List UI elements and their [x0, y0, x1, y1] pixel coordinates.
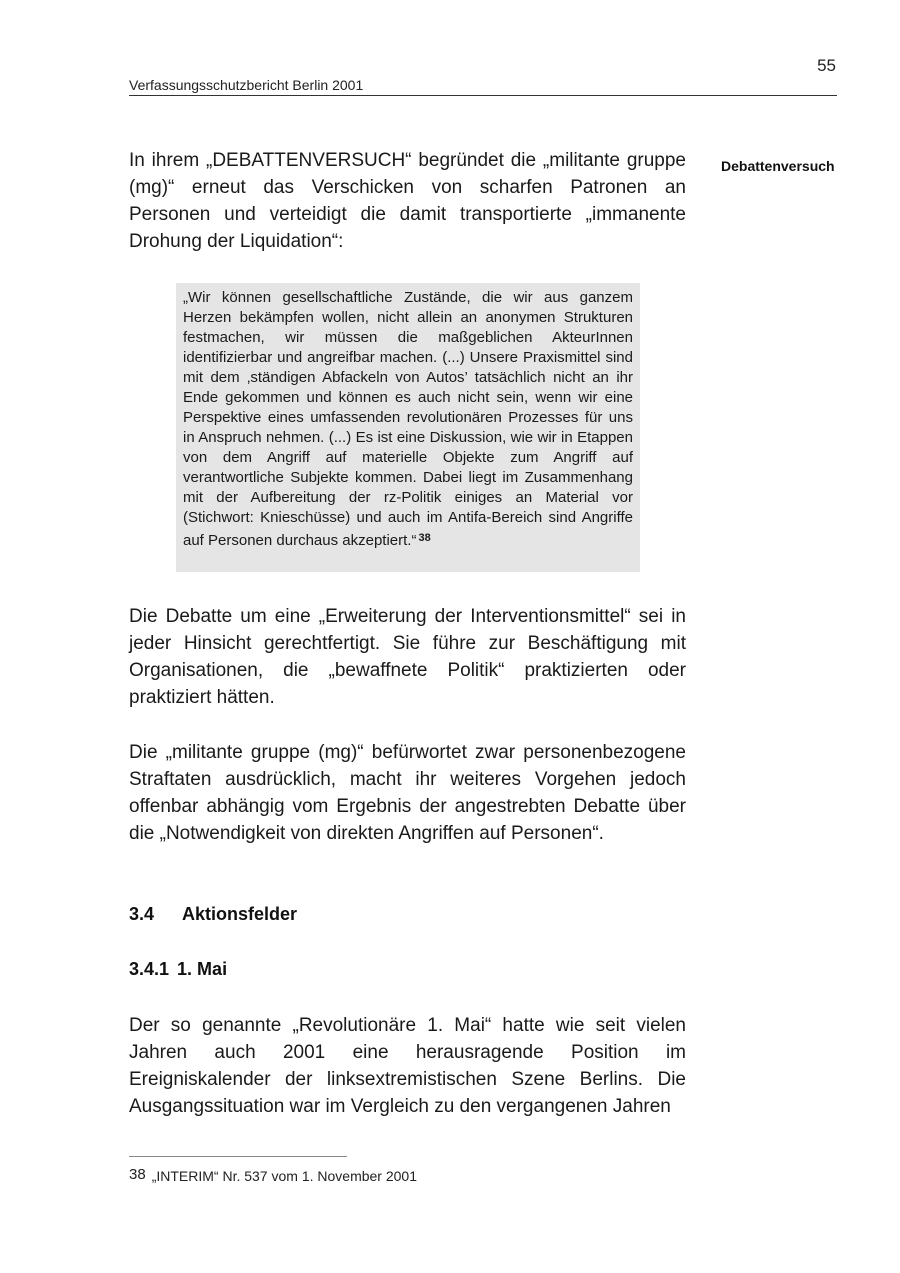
- section-title: Aktionsfelder: [182, 904, 298, 924]
- page-number: 55: [817, 56, 836, 75]
- subsection-heading: [129, 959, 227, 980]
- margin-note: Debattenversuch: [721, 158, 835, 174]
- subsection-title: 1. Mai: [177, 959, 228, 979]
- paragraph-mg: Die „militante gruppe (mg)“ befürwortet zwar personenbezogene Straftaten ausdrücklich, macht ihr weiteres Vorgehen jedoch offenbar abhängig vom Ergebnis der angestrebten Debatte über die „Notwendigkeit von direkten Angriffen auf Personen“.: [129, 742, 686, 844]
- paragraph-debate: Die Debatte um eine „Erweiterung der Interventionsmittel“ sei in jeder Hinsicht gerechtfertigt. Sie führe zur Beschäftigung mit Organisationen, die „bewaffnete Politik“ praktizierten oder praktiziert hätten.: [129, 606, 686, 708]
- footnote-text: „INTERIM“ Nr. 537 vom 1. November 2001: [151, 1168, 417, 1184]
- paragraph-mai: Der so genannte „Revolutionäre 1. Mai“ hatte wie seit vielen Jahren auch 2001 eine herausragende Position im Ereigniskalender der linksextremistischen Szene Berlins. Die Ausgangssituation war im Vergleich zu den vergangenen Jahren: [129, 1015, 686, 1117]
- section-heading: [129, 904, 297, 925]
- footnote-reference: 38: [418, 532, 431, 544]
- footnote: [129, 1166, 417, 1184]
- section-number: 3.4: [129, 904, 155, 924]
- paragraph-intro: In ihrem „DEBATTENVERSUCH“ begründet die „militante gruppe (mg)“ erneut das Verschicken von scharfen Patronen an Personen und verteidigt die damit transportierte „immanente Drohung der Liquidation“:: [129, 150, 686, 252]
- footnote-rule: [129, 1156, 347, 1157]
- footnote-number: 38: [129, 1166, 146, 1183]
- subsection-number: 3.4.1: [129, 959, 170, 979]
- header-rule: [129, 95, 837, 96]
- block-quote: [176, 283, 640, 572]
- quote-text: „Wir können gesellschaftliche Zustände, die wir aus ganzem Herzen bekämpfen wollen, nicht allein an anonymen Strukturen festmachen, wir müssen die maßgeblichen AkteurInnen identifizierbar und angreifbar machen. (...) Unsere Praxismittel sind mit dem ‚ständigen Abfackeln von Autos’ tatsächlich nicht an ihr Ende gekommen und können es auch nicht sein, wenn wir eine Perspektive eines umfassenden revolutionären Prozesses für uns in Anspruch nehmen. (...) Es ist eine Diskussion, wie wir in Etappen von dem Angriff auf materielle Objekte zum Angriff auf verantwortliche Subjekte kommen. Dabei liegt im Zusammenhang mit der Aufbereitung der rz-Politik einiges an Material vor (Stichwort: Knieschüsse) und auch im Antifa-Bereich sind Angriffe auf Personen durchaus akzeptiert.“: [183, 289, 633, 549]
- running-header: Verfassungsschutzbericht Berlin 2001: [129, 77, 364, 93]
